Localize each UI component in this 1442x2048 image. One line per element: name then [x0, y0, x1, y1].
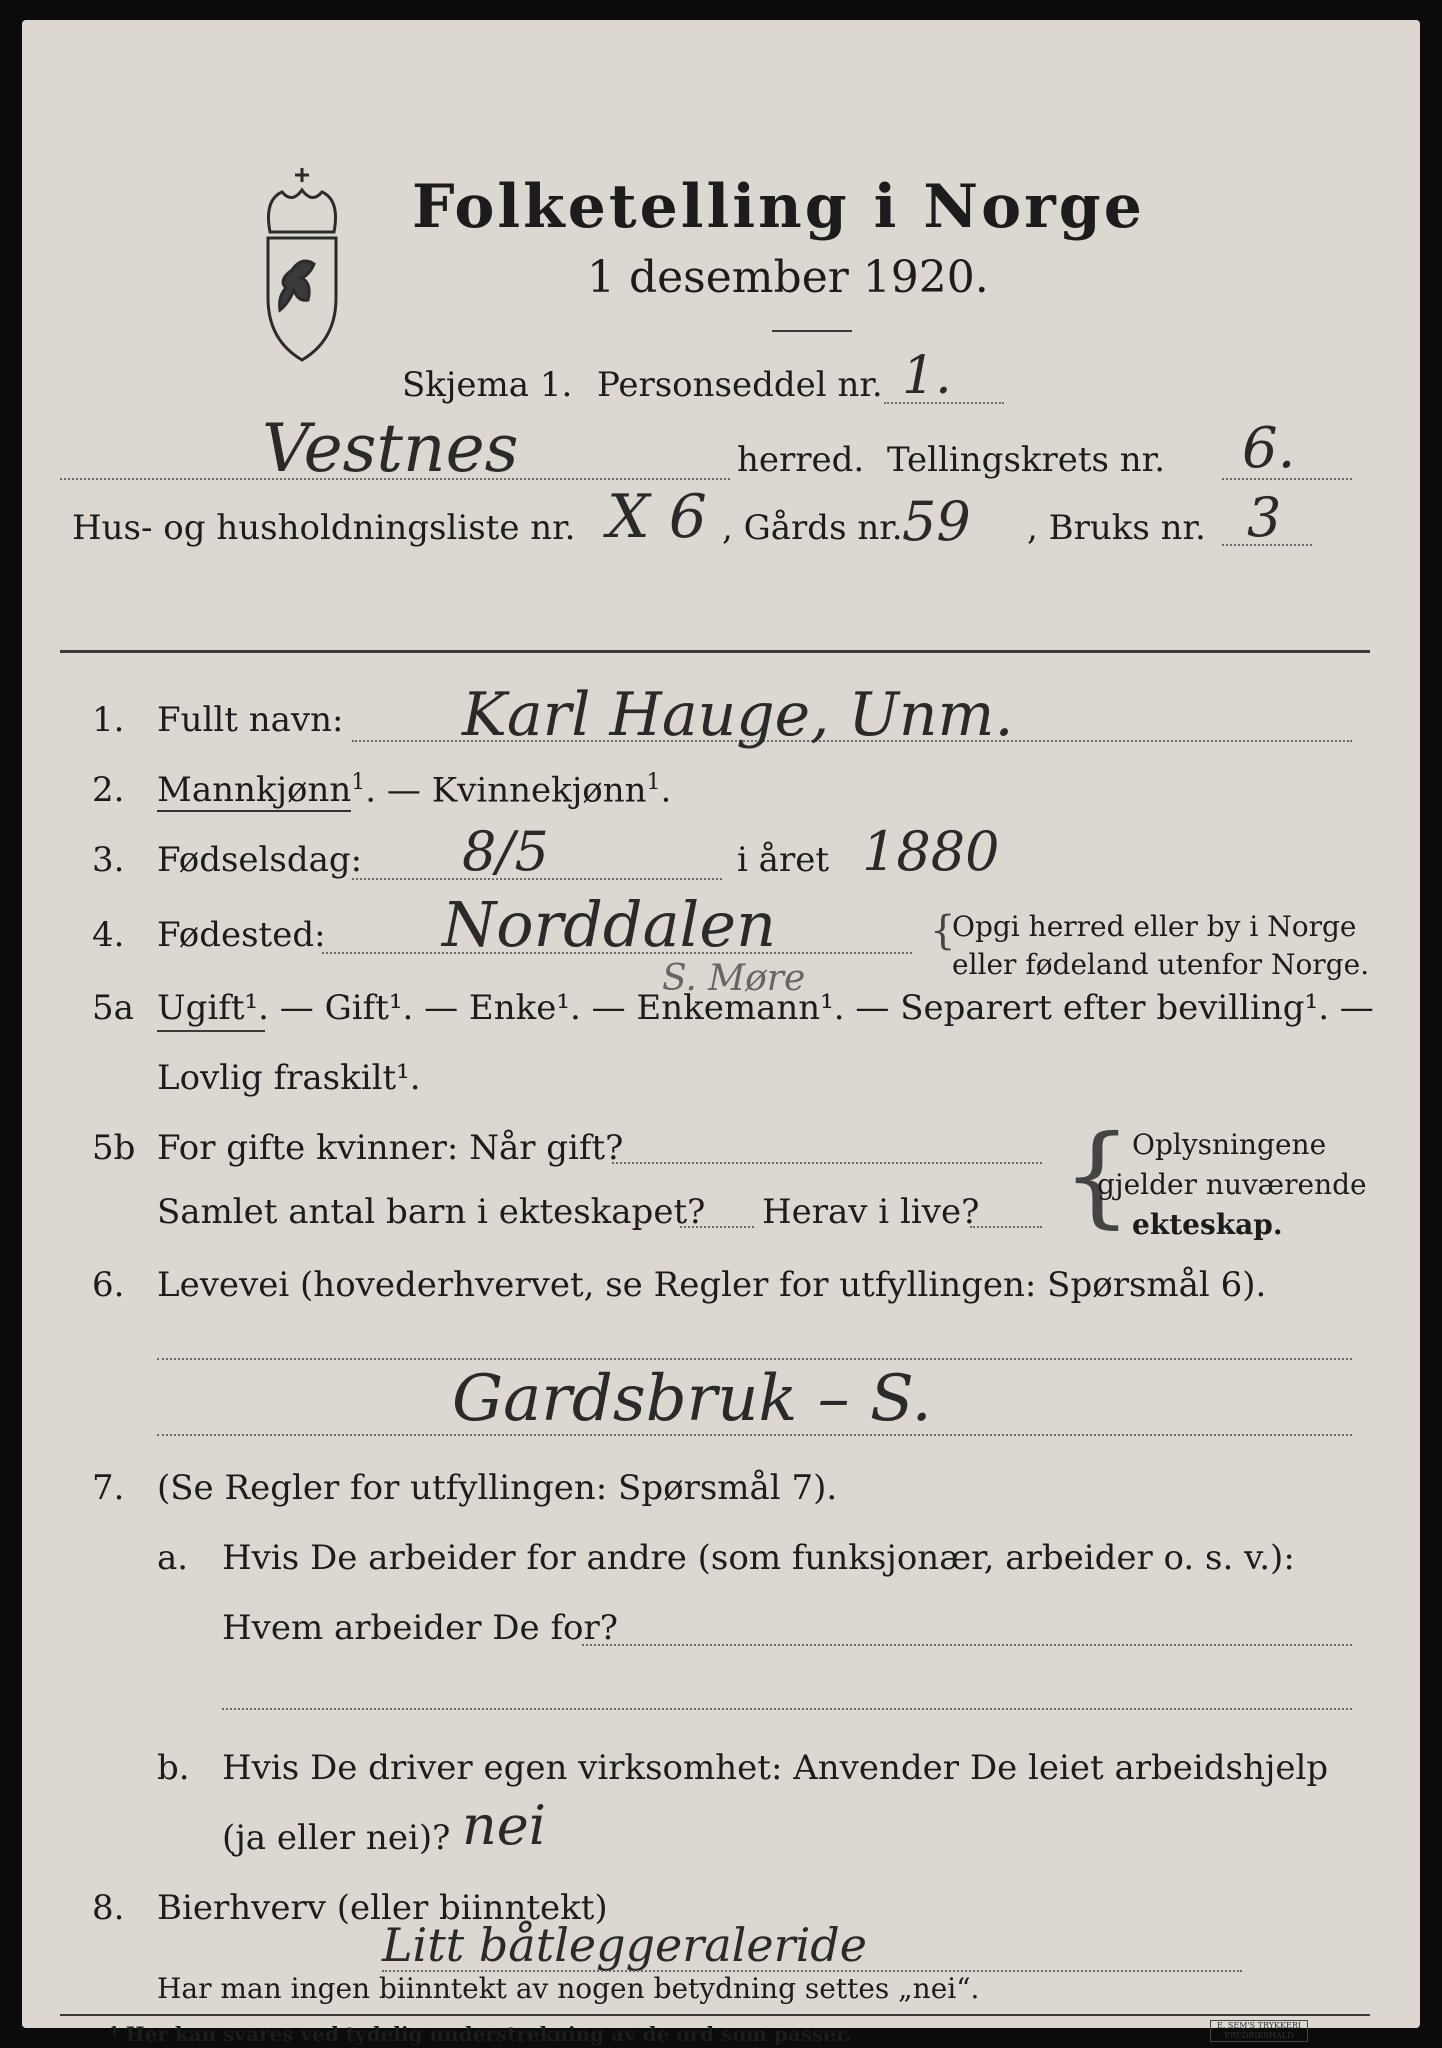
q6-number: 6. [92, 1265, 125, 1305]
hint-brace: { [930, 908, 956, 954]
personseddel-value: 1. [902, 346, 952, 406]
birth-year-label: i året [737, 840, 829, 880]
footnote: ¹ Her kan svares ved tydelig understrekning av de ord som passer. [110, 2022, 852, 2046]
herred-label: herred. [737, 440, 865, 480]
marriage-note-2: gjelder nuværende [1097, 1168, 1367, 1201]
q1-number: 1. [92, 700, 125, 740]
printer-stamp: E. SEM'S TRYKKERI FREDRIKSHALD [1210, 2020, 1308, 2042]
employer-field-2 [222, 1708, 1352, 1710]
q7b-number: b. [157, 1748, 190, 1788]
q4-label: Fødested: [157, 915, 326, 955]
header-rule [60, 650, 1370, 653]
q3-number: 3. [92, 840, 125, 880]
q5a-number: 5a [92, 988, 134, 1028]
marital-status-options: Ugift¹. — Gift¹. — Enke¹. — Enkemann¹. — Separert efter bevilling¹. — [157, 988, 1374, 1028]
full-name-value: Karl Hauge, Unm. [462, 680, 1014, 750]
side-income-value: Litt båtleggeraleride [382, 1918, 867, 1972]
employer-field [582, 1644, 1352, 1646]
q2-text: Mannkjønn$^1$. — Kvinnekjønn$^1$. [157, 770, 672, 811]
q7-label: (Se Regler for utfyllingen: Spørsmål 7). [157, 1468, 838, 1508]
male-option: Mannkjønn [157, 770, 352, 811]
personseddel-label: Personseddel nr. [597, 365, 883, 405]
tellingskrets-value: 6. [1242, 416, 1296, 481]
hus-value: X 6 [607, 482, 707, 552]
q7b-line1: Hvis De driver egen virksomhet: Anvender De leiet arbeidshjelp [222, 1748, 1329, 1788]
q2-number: 2. [92, 770, 125, 810]
birthplace-note: S. Møre [662, 958, 806, 999]
q4-number: 4. [92, 915, 125, 955]
form-title: Folketelling i Norge [412, 172, 1145, 242]
married-when-field [612, 1162, 1042, 1164]
birthplace-hint-1: Opgi herred eller by i Norge [952, 910, 1357, 943]
marriage-note-3: ekteskap. [1132, 1208, 1283, 1241]
tellingskrets-label: Tellingskrets nr. [887, 440, 1166, 480]
hired-help-label: (ja eller nei)? [222, 1818, 451, 1858]
birthday-value: 8/5 [462, 820, 549, 883]
side-income-note: Har man ingen biinntekt av nogen betydning settes „nei“. [157, 1972, 980, 2005]
children-label: Samlet antal barn i ekteskapet? [157, 1192, 706, 1232]
side-income-label: Bierhverv (eller biinntekt) [157, 1888, 608, 1928]
bruks-label: , Bruks nr. [1027, 508, 1206, 548]
hus-label: Hus- og husholdningsliste nr. [72, 508, 576, 548]
title-divider [772, 330, 852, 332]
occupation-label: Levevei (hovederhvervet, se Regler for utfyllingen: Spørsmål 6). [157, 1265, 1267, 1305]
alive-field [970, 1226, 1042, 1228]
children-field [680, 1226, 754, 1228]
occupation-rule-2 [157, 1434, 1352, 1436]
birth-year-value: 1880 [862, 820, 1000, 883]
gards-label: , Gårds nr. [722, 508, 903, 548]
footer-rule [60, 2014, 1370, 2016]
q8-number: 8. [92, 1888, 125, 1928]
q1-label: Fullt navn: [157, 700, 344, 740]
q3-label: Fødselsdag: [157, 840, 363, 880]
skjema-label: Skjema 1. [402, 365, 573, 405]
bruks-value: 3 [1247, 486, 1282, 549]
q7a-line1: Hvis De arbeider for andre (som funksjonær, arbeider o. s. v.): [222, 1538, 1295, 1578]
employer-label: Hvem arbeider De for? [222, 1608, 618, 1648]
census-date: 1 desember 1920. [587, 252, 989, 303]
herred-value: Vestnes [262, 410, 519, 487]
q7-number: 7. [92, 1468, 125, 1508]
birthplace-value: Norddalen [442, 888, 777, 961]
q7a-number: a. [157, 1538, 189, 1578]
census-form [22, 20, 1420, 2028]
occupation-rule-1 [157, 1358, 1352, 1360]
occupation-value: Gardsbruk – S. [452, 1362, 932, 1436]
norwegian-coat-of-arms-icon [232, 160, 372, 370]
q5b-number: 5b [92, 1128, 136, 1168]
ugift-underline [157, 1030, 265, 1032]
hired-help-value: nei [462, 1794, 547, 1857]
female-option: Kvinnekjønn [431, 770, 647, 811]
note-brace: { [1062, 1111, 1132, 1239]
marital-status-options-2: Lovlig fraskilt¹. [157, 1058, 421, 1098]
marriage-note-1: Oplysningene [1132, 1128, 1327, 1161]
married-when-label: For gifte kvinner: Når gift? [157, 1128, 624, 1168]
alive-label: Herav i live? [762, 1192, 980, 1232]
gards-value: 59 [902, 490, 971, 553]
birthplace-hint-2: eller fødeland utenfor Norge. [952, 948, 1370, 981]
